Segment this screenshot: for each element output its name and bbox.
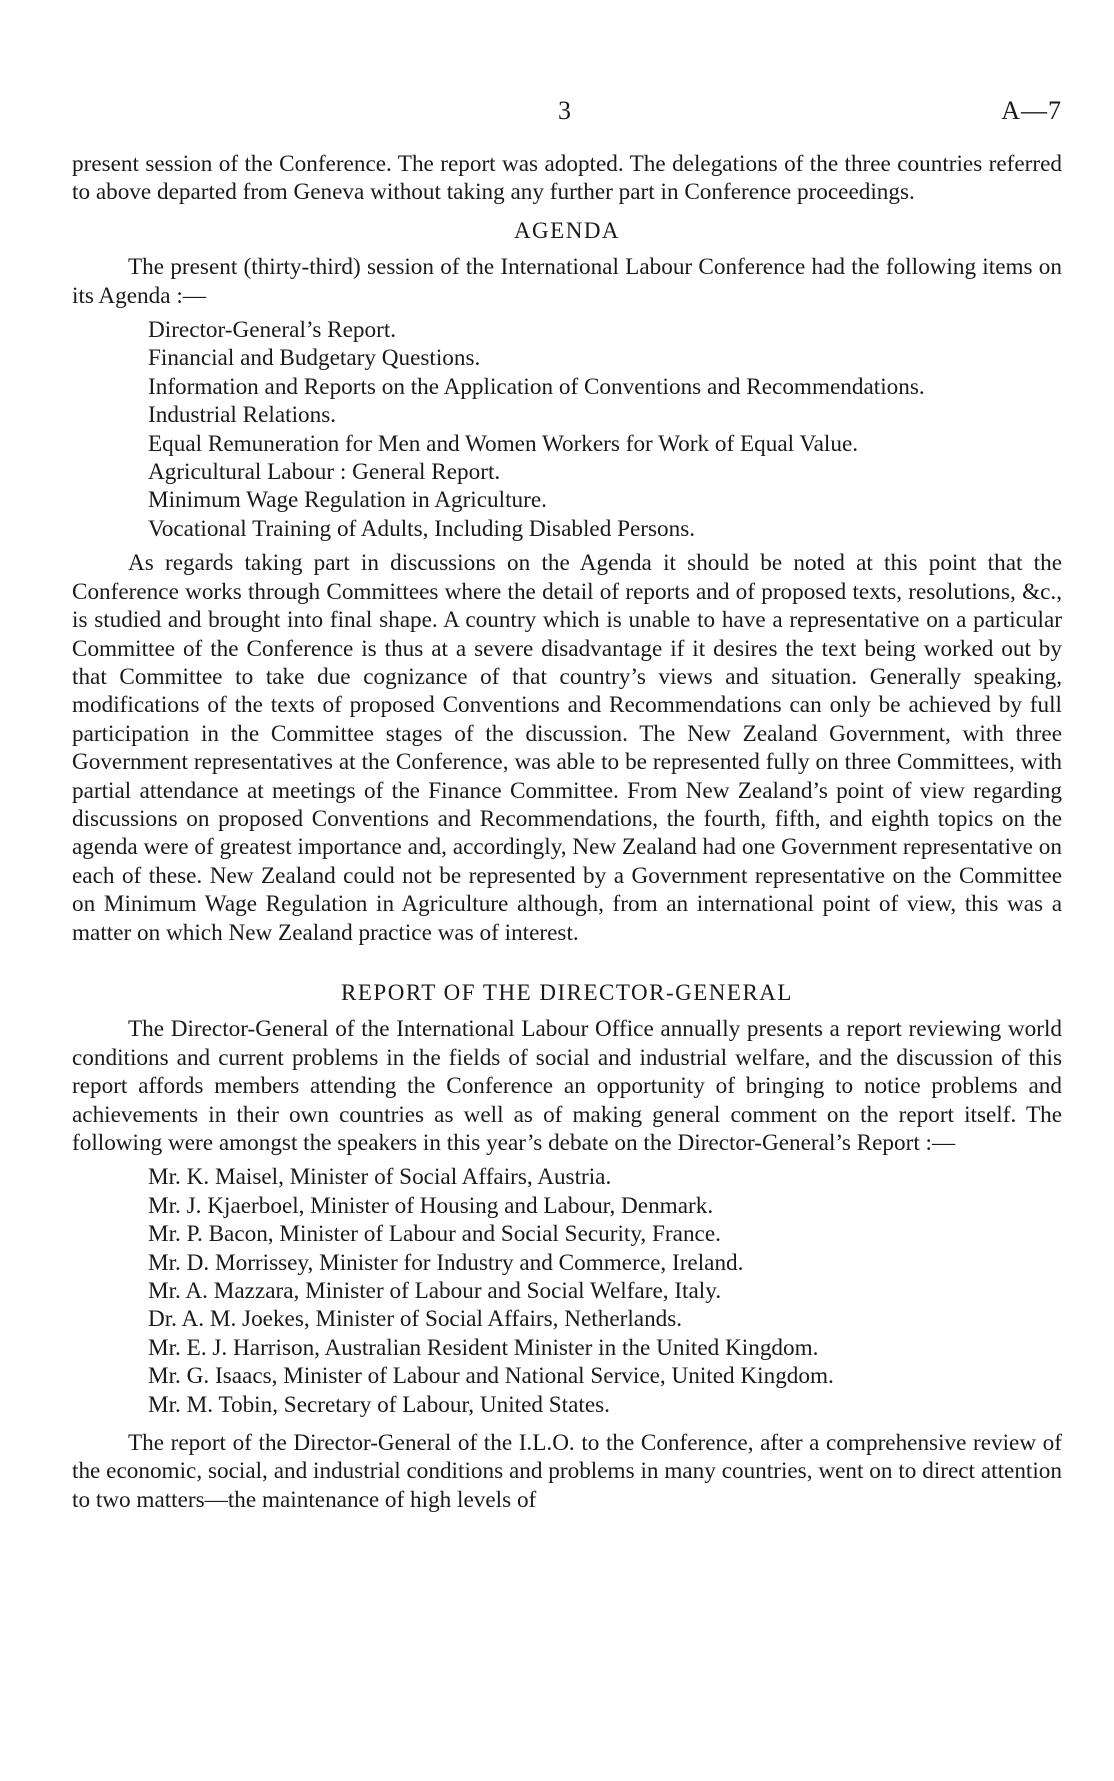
agenda-intro: The present (thirty-third) session of the International Labour Conference had the following items on its Agenda :— [72,254,1062,309]
agenda-item: Equal Remuneration for Men and Women Workers for Work of Equal Value. [148,430,859,457]
page-header [72,0,1062,150]
speaker-item: Dr. A. M. Joekes, Minister of Social Affairs, Netherlands. [148,1306,683,1333]
report-heading: REPORT OF THE DIRECTOR-GENERAL [341,979,793,1005]
speaker-item: Mr. J. Kjaerboel, Minister of Housing and Labour, Denmark. [148,1192,714,1219]
speaker-item: Mr. E. J. Harrison, Australian Resident Minister in the United Kingdom. [148,1334,819,1361]
agenda-list [72,316,1062,543]
report-intro-paragraph: The Director-General of the International Labour Office annually presents a report reviewing world conditions and current problems in the fields of social and industrial welfare, and the discussion of this report affords members attending the Conference an opportunity of bringing to notice problems and achievements in their own countries as well as of making general comment on the report itself. The following were amongst the speakers in this year’s debate on the Director-General’s Report :— [72,1016,1062,1156]
agenda-item: Information and Reports on the Application of Conventions and Recommendations. [148,373,925,400]
document-page [72,0,1062,1514]
agenda-item: Vocational Training of Adults, Including Disabled Persons. [148,515,696,542]
speaker-item: Mr. D. Morrissey, Minister for Industry and Commerce, Ireland. [148,1249,744,1276]
page-number: 3 [558,96,571,125]
speaker-item: Mr. M. Tobin, Secretary of Labour, United States. [148,1391,610,1418]
speaker-item: Mr. P. Bacon, Minister of Labour and Social Security, France. [148,1221,721,1248]
agenda-item: Financial and Budgetary Questions. [148,345,481,372]
agenda-item: Agricultural Labour : General Report. [148,459,501,486]
speaker-item: Mr. K. Maisel, Minister of Social Affairs, Austria. [148,1164,612,1191]
document-reference: A—7 [1001,96,1062,125]
agenda-item: Director-General’s Report. [148,317,397,344]
agenda-discussion-paragraph: As regards taking part in discussions on the Agenda it should be noted at this point that the Conference works through Committees where the detail of reports and of proposed texts, resolutions, &c., is studied and brought into final shape. A country which is unable to have a representative on a particular Committee of the Conference is thus at a severe disadvantage if it desires the text being worked out by that Committee to take due cognizance of that country’s views and situation. Generally speaking, modifications of the texts of proposed Conventions and Recommendations can only be achieved by full participation in the Committee stages of the discussion. The New Zealand Government, with three Government representatives at the Conference, was able to be represented fully on three Committees, with partial attendance at meetings of the Finance Committee. From New Zealand’s point of view regarding discussions on proposed Conventions and Recommendations, the fourth, fifth, and eighth topics on the agenda were of greatest importance and, accordingly, New Zealand had one Government representative on each of these. New Zealand could not be represented by a Government representative on the Committee on Minimum Wage Regulation in Agriculture although, from an international point of view, this was a matter on which New Zealand practice was of interest. [72,550,1062,946]
intro-paragraph: present session of the Conference. The report was adopted. The delegations of the three countries referred to above departed from Geneva without taking any further part in Conference proceedings. [72,151,1062,206]
agenda-item: Minimum Wage Regulation in Agriculture. [148,487,547,514]
report-closing-paragraph: The report of the Director-General of the I.L.O. to the Conference, after a comprehensive review of the economic, social, and industrial conditions and problems in many countries, went on to direct attention to two matters—the maintenance of high levels of [72,1430,1062,1513]
speaker-item: Mr. G. Isaacs, Minister of Labour and National Service, United Kingdom. [148,1363,834,1390]
speaker-item: Mr. A. Mazzara, Minister of Labour and Social Welfare, Italy. [148,1278,722,1305]
agenda-item: Industrial Relations. [148,402,337,429]
agenda-heading: AGENDA [513,217,621,243]
speakers-list [72,1163,1062,1419]
